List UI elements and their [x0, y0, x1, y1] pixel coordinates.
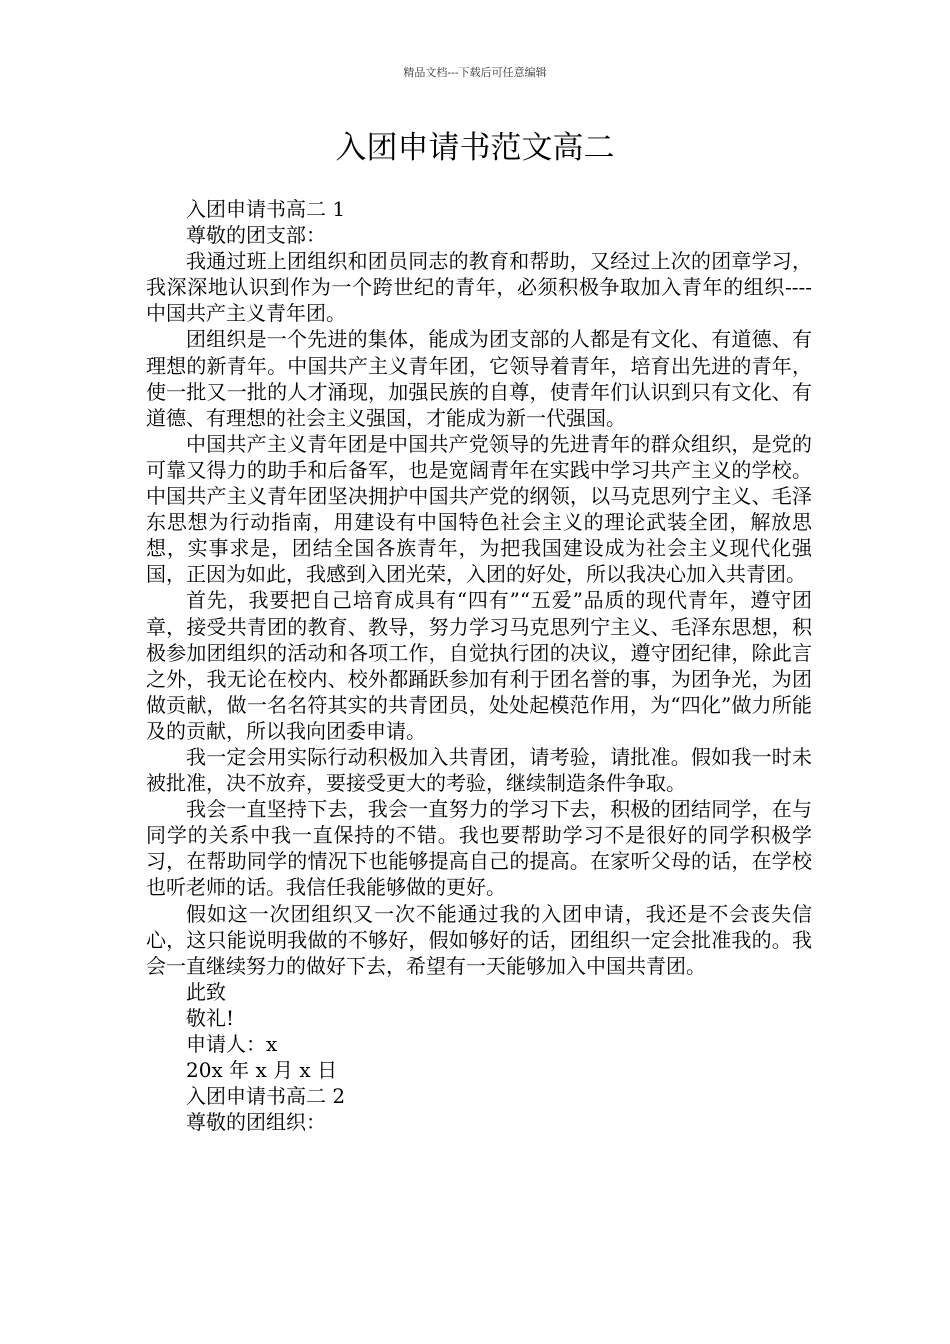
- body-paragraph: 中国共产主义青年团是中国共产党领导的先进青年的群众组织，是党的可靠又得力的助手和后备军，也是宽阔青年在实践中学习共产主义的学校。中国共产主义青年团坚决拥护中国共产党的纲领，以马克思列宁主义、毛泽东思想为行动指南，用建设有中国特色社会主义的理论武装全团，解放思想，实事求是，团结全国各族青年，为把我国建设成为社会主义现代化强国，正因为如此，我感到入团光荣，入团的好处，所以我决心加入共青团。: [146, 431, 812, 587]
- closing-salute: 敬礼!: [186, 1005, 235, 1030]
- salutation-2: 尊敬的团组织：: [186, 1110, 326, 1135]
- page-header-note: 精品文档---下载后可任意编辑: [403, 66, 547, 79]
- body-paragraph: 我通过班上团组织和团员同志的教育和帮助，又经过上次的团章学习，我深深地认识到作为一个跨世纪的青年，必须积极争取加入青年的组织----中国共产主义青年团。: [146, 249, 812, 326]
- section-heading-2: 入团申请书高二 2: [186, 1084, 346, 1109]
- applicant-line: 申请人：x: [186, 1032, 278, 1056]
- document-body: [146, 196, 812, 1135]
- body-paragraph: 我一定会用实际行动积极加入共青团，请考验，请批准。假如我一时未被批准，决不放弃，要接受更大的考验，继续制造条件争取。: [146, 744, 812, 796]
- body-paragraph: 我会一直坚持下去，我会一直努力的学习下去，积极的团结同学，在与同学的关系中我一直保持的不错。我也要帮助学习不是很好的同学积极学习，在帮助同学的情况下也能够提高自己的提高。在家听父母的话，在学校也听老师的话。我信任我能够做的更好。: [146, 797, 812, 900]
- date-line: 20x 年 x 月 x 日: [186, 1058, 338, 1083]
- salutation-1: 尊敬的团支部：: [186, 223, 326, 248]
- body-paragraph: 团组织是一个先进的集体，能成为团支部的人都是有文化、有道德、有理想的新青年。中国共产主义青年团，它领导着青年，培育出先进的青年，使一批又一批的人才涌现，加强民族的自尊，使青年们认识到只有文化、有道德、有理想的社会主义强国，才能成为新一代强国。: [146, 327, 812, 430]
- body-paragraph: 假如这一次团组织又一次不能通过我的入团申请，我还是不会丧失信心，这只能说明我做的不够好，假如够好的话，团组织一定会批准我的。我会一直继续努力的做好下去，希望有一天能够加入中国共青团。: [146, 901, 812, 978]
- closing-line: 此致: [186, 979, 226, 1004]
- section-heading-1: 入团申请书高二 1: [186, 197, 346, 221]
- document-title: 入团申请书范文高二: [335, 130, 615, 166]
- body-paragraph: 首先，我要把自己培育成具有“四有”“五爱”品质的现代青年，遵守团章，接受共青团的教育、教导，努力学习马克思列宁主义、毛泽东思想，积极参加团组织的活动和各项工作，自觉执行团的决议，遵守团纪律，除此言之外，我无论在校内、校外都踊跃参加有利于团名誉的事，为团争光，为团做贡献，做一名名符其实的共青团员，处处起模范作用，为“四化”做力所能及的贡献，所以我向团委申请。: [146, 588, 812, 743]
